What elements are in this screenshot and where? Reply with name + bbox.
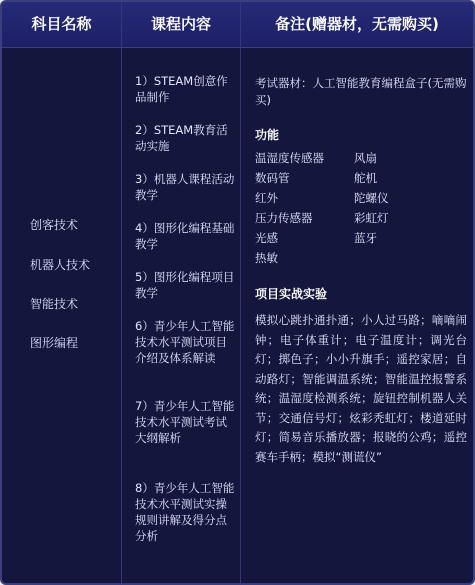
function-item: 蓝牙 [354,231,377,245]
header-course-content: 课程内容 [150,15,211,33]
function-item: 彩虹灯 [354,211,389,225]
function-item: 红外 [255,191,278,205]
course-item: 1）STEAM创意作品制作 [135,74,228,104]
course-item: 7）青少年人工智能技术水平测试考试大纲解析 [135,399,235,445]
function-item: 光感 [255,231,278,245]
subject-item: 机器人技术 [30,258,91,272]
subjects-column [2,48,121,583]
function-item: 数码管 [255,171,290,185]
course-item: 4）图形化编程基础教学 [135,221,235,251]
function-item: 陀螺仪 [354,191,389,205]
function-item: 热敏 [255,251,278,265]
notes-column [241,48,473,583]
header-subject-name: 科目名称 [31,15,92,33]
table-header [2,2,473,48]
course-item: 2）STEAM教育活动实施 [135,123,228,153]
function-item: 舵机 [354,171,377,185]
header-remarks: 备注(赠器材，无需购买) [275,15,439,33]
function-item: 温湿度传感器 [255,151,324,165]
function-item: 风扇 [354,151,377,165]
subject-item: 创客技术 [30,218,79,232]
course-item: 6）青少年人工智能技术水平测试项目介绍及体系解读 [135,319,235,365]
course-item: 8）青少年人工智能技术水平测试实操规则讲解及得分点分析 [135,481,235,543]
subject-item: 智能技术 [30,297,79,311]
subject-item: 图形编程 [30,336,79,350]
projects-heading: 项目实战实验 [255,287,328,301]
functions-heading: 功能 [255,128,280,142]
function-item: 压力传感器 [255,211,313,225]
projects-list: 模拟心跳扑通扑通；小人过马路；嘀嘀闹钟；电子体重计；电子温度计；调光台灯；掷色子；小小升旗手；遥控家居；自动路灯；智能调温系统；智能温控报警系统；温湿度检测系统；旋钮控制机器人关节；交通信号灯；炫彩秃虹灯；楼道延时灯；简易音乐播放器；报晓的公鸡；遥控赛车手柄；模拟“测谎仪” [255,313,467,464]
courses-column [122,48,240,583]
exam-equipment: 考试器材：人工智能教育编程盒子(无需购买) [255,76,467,107]
course-item: 5）图形化编程项目教学 [135,270,235,300]
course-item: 3）机器人课程活动教学 [135,172,235,202]
